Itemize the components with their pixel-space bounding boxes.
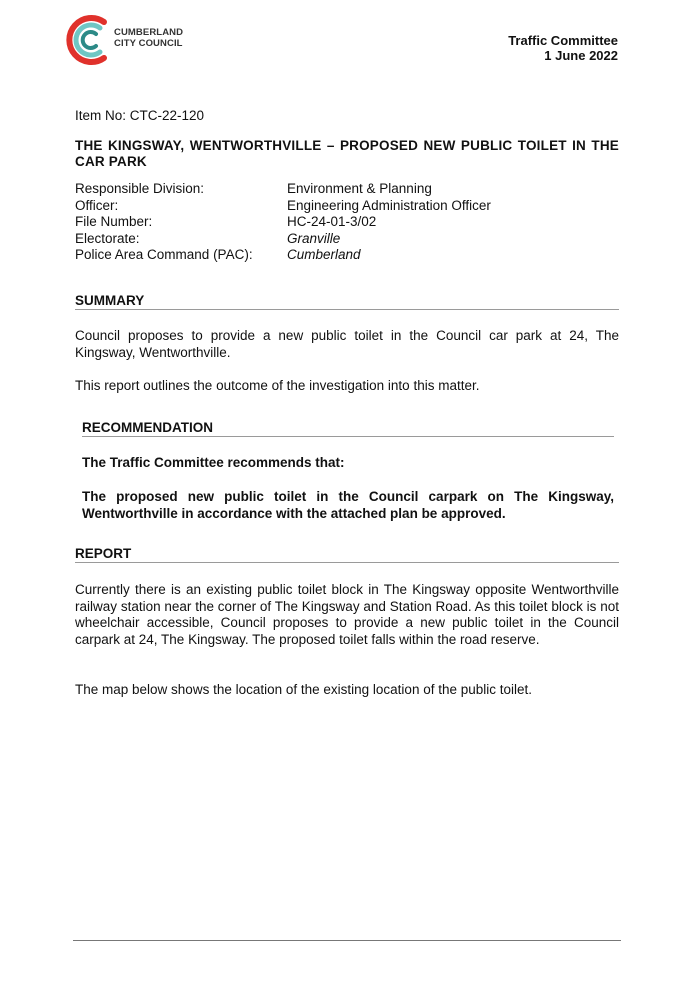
logo-line-2: CITY COUNCIL xyxy=(114,38,183,49)
meeting-date: 1 June 2022 xyxy=(544,48,618,63)
recommendation-heading: RECOMMENDATION xyxy=(82,420,614,437)
report-paragraph-1: Currently there is an existing public toilet block in The Kingsway opposite Wentworthville railway station near the corner of The Kingsway and Station Road. As this toilet block is not wheelchair accessible, Council proposes to provide a new public toilet in the Council carpark at 24, The Kingsway. The proposed toilet falls within the road reserve. xyxy=(75,582,619,647)
meta-label: Responsible Division: xyxy=(75,181,205,196)
recommendation-text: The proposed new public toilet in the Council carpark on The Kingsway, Wentworthville in accordance with the attached plan be approved. xyxy=(82,489,614,521)
meta-row-electorate xyxy=(75,231,619,248)
report-title: THE KINGSWAY, WENTWORTHVILLE – PROPOSED NEW PUBLIC TOILET IN THE CAR PARK xyxy=(75,138,619,169)
meta-value: Cumberland xyxy=(287,247,361,262)
meta-label: Police Area Command (PAC): xyxy=(75,247,253,262)
summary-paragraph-1: Council proposes to provide a new public toilet in the Council car park at 24, The Kingsway, Wentworthville. xyxy=(75,328,619,360)
meta-row-division xyxy=(75,181,619,198)
council-logo xyxy=(66,12,206,68)
report-heading: REPORT xyxy=(75,546,619,563)
meta-value: HC-24-01-3/02 xyxy=(287,214,377,229)
logo-line-1: CUMBERLAND xyxy=(114,27,184,38)
meta-label: Electorate: xyxy=(75,230,140,246)
page-header xyxy=(508,33,618,63)
meta-value: Engineering Administration Officer xyxy=(287,197,491,213)
meta-value: Environment & Planning xyxy=(287,181,432,196)
footer-divider xyxy=(73,940,621,941)
meta-value: Granville xyxy=(287,230,341,246)
meta-label: File Number: xyxy=(75,214,153,229)
meta-row-pac xyxy=(75,247,619,264)
report-metadata xyxy=(75,181,619,264)
meta-row-file-number xyxy=(75,214,619,231)
logo-mark-icon xyxy=(66,12,114,68)
item-number: Item No: CTC-22-120 xyxy=(75,108,205,123)
meta-label: Officer: xyxy=(75,197,119,213)
meta-row-officer xyxy=(75,198,619,215)
summary-paragraph-2: This report outlines the outcome of the investigation into this matter. xyxy=(75,378,480,393)
summary-heading: SUMMARY xyxy=(75,293,619,310)
report-paragraph-2: The map below shows the location of the existing location of the public toilet. xyxy=(75,682,533,697)
committee-name: Traffic Committee xyxy=(508,33,618,48)
recommendation-intro: The Traffic Committee recommends that: xyxy=(82,455,345,470)
